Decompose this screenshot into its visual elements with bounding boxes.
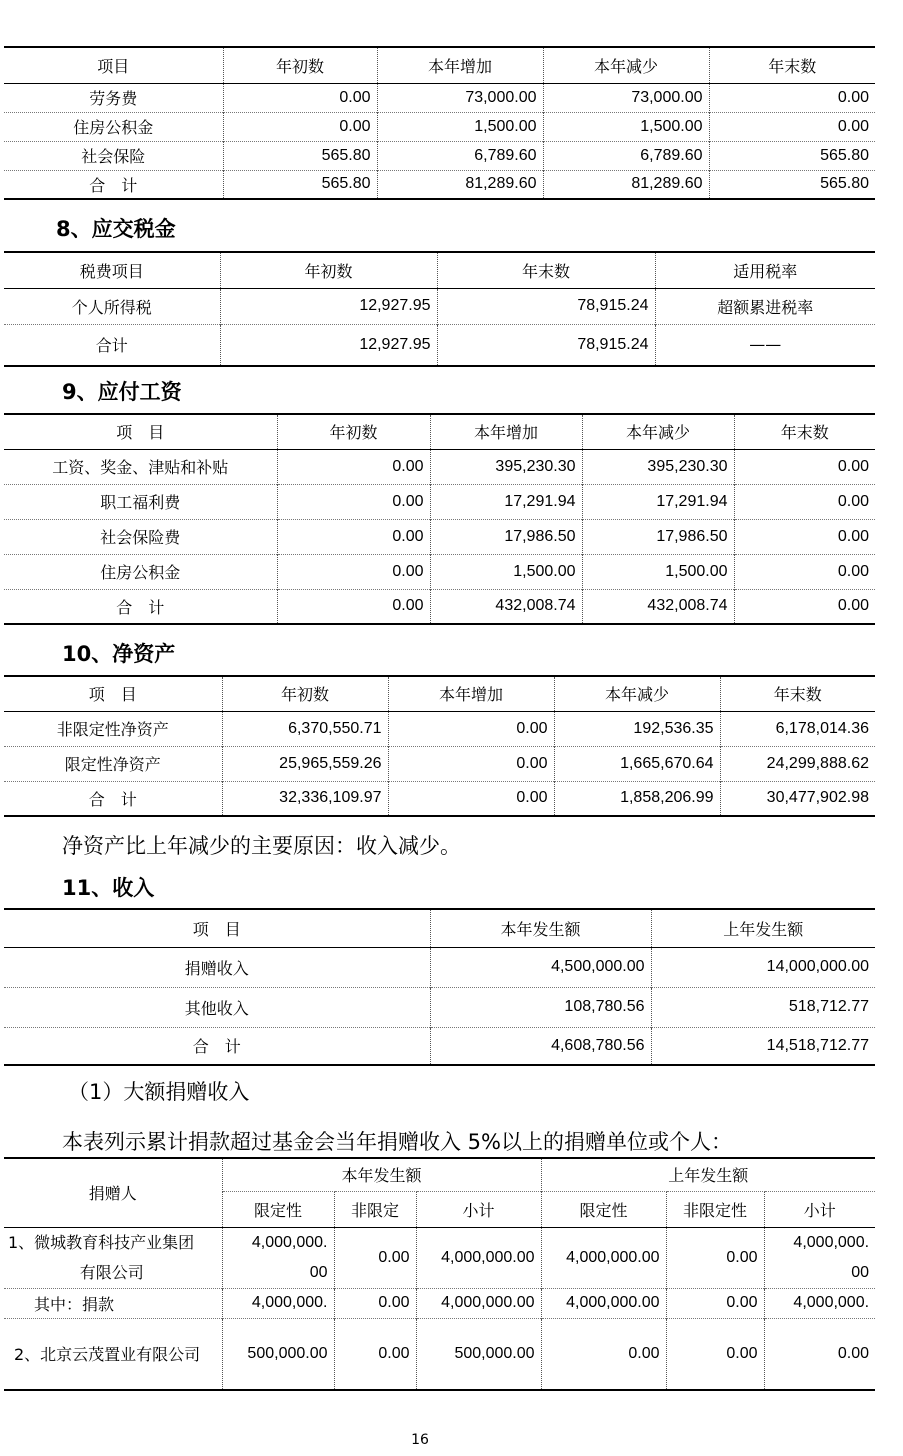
cell-value: 6,370,550.71 bbox=[222, 711, 388, 746]
table-row bbox=[4, 112, 875, 141]
header-closing: 年末数 bbox=[720, 676, 875, 711]
row-label: 合计 bbox=[4, 324, 220, 366]
cell-value: 32,336,109.97 bbox=[222, 781, 388, 816]
table-total-row bbox=[4, 170, 875, 199]
cell-value: 6,789.60 bbox=[377, 141, 543, 170]
table-row bbox=[4, 1318, 875, 1390]
cell-value: 0.00 bbox=[388, 781, 554, 816]
section-heading-taxes: 8、应交税金 bbox=[56, 217, 176, 241]
cell-value: 17,986.50 bbox=[582, 519, 734, 554]
cell-value-line: 00 bbox=[309, 1263, 328, 1281]
table-total-row bbox=[4, 589, 875, 624]
cell-value: 0.00 bbox=[734, 554, 875, 589]
cell-value: 6,789.60 bbox=[543, 141, 709, 170]
row-label: 合 计 bbox=[4, 781, 222, 816]
cell-value: 1,500.00 bbox=[582, 554, 734, 589]
table-row bbox=[4, 141, 875, 170]
row-label: 合 计 bbox=[4, 589, 277, 624]
cell-value: 17,986.50 bbox=[430, 519, 582, 554]
cell-value: 0.00 bbox=[666, 1288, 764, 1318]
row-label: 职工福利费 bbox=[4, 484, 277, 519]
header-prev-restricted: 限定性 bbox=[541, 1191, 666, 1227]
cell-value: 14,000,000.00 bbox=[651, 947, 875, 987]
row-label: 工资、奖金、津贴和补贴 bbox=[4, 449, 277, 484]
cell-value: 4,000,000.00 bbox=[416, 1288, 541, 1318]
cell-value: 4,608,780.56 bbox=[430, 1027, 651, 1065]
header-closing: 年末数 bbox=[437, 252, 655, 288]
large-donors-table bbox=[4, 1157, 875, 1391]
table-row bbox=[4, 746, 875, 781]
header-decrease: 本年减少 bbox=[543, 47, 709, 83]
table-row bbox=[4, 1288, 875, 1318]
donor-name-line: 有限公司 bbox=[79, 1262, 144, 1282]
section-heading-net-assets: 10、净资产 bbox=[62, 642, 176, 666]
table-row bbox=[4, 947, 875, 987]
cell-value: 0.00 bbox=[277, 554, 430, 589]
cell-value: —— bbox=[655, 324, 875, 366]
cell-value: 432,008.74 bbox=[430, 589, 582, 624]
header-increase: 本年增加 bbox=[430, 414, 582, 449]
cell-value: 0.00 bbox=[334, 1288, 416, 1318]
header-tax-rate: 适用税率 bbox=[655, 252, 875, 288]
cell-value: 1,500.00 bbox=[377, 112, 543, 141]
cell-value: 432,008.74 bbox=[582, 589, 734, 624]
header-donor: 捐赠人 bbox=[4, 1158, 222, 1227]
cell-value: 81,289.60 bbox=[543, 170, 709, 199]
header-subtotal: 小计 bbox=[416, 1191, 541, 1227]
header-tax-item: 税费项目 bbox=[4, 252, 220, 288]
wages-payable-table bbox=[4, 413, 875, 625]
cell-value: 14,518,712.77 bbox=[651, 1027, 875, 1065]
header-decrease: 本年减少 bbox=[582, 414, 734, 449]
table-row bbox=[4, 987, 875, 1027]
cell-value: 4,000,000.00 bbox=[541, 1288, 666, 1318]
cell-value: 108,780.56 bbox=[430, 987, 651, 1027]
row-label: 非限定性净资产 bbox=[4, 711, 222, 746]
table-row bbox=[4, 449, 875, 484]
cell-value: 1,500.00 bbox=[430, 554, 582, 589]
cell-value: 73,000.00 bbox=[543, 83, 709, 112]
header-item: 项 目 bbox=[4, 414, 277, 449]
header-previous-year: 上年发生额 bbox=[541, 1158, 875, 1191]
cell-value: 1,500.00 bbox=[543, 112, 709, 141]
donor-name-line: 1、微城教育科技产业集团 bbox=[8, 1232, 195, 1252]
cell-value: 0.00 bbox=[709, 83, 875, 112]
header-decrease: 本年减少 bbox=[554, 676, 720, 711]
table-header-row bbox=[4, 414, 875, 449]
table-row bbox=[4, 519, 875, 554]
cell-value: 565.80 bbox=[223, 141, 377, 170]
header-opening: 年初数 bbox=[222, 676, 388, 711]
cell-value: 0.00 bbox=[734, 484, 875, 519]
cell-value: 30,477,902.98 bbox=[720, 781, 875, 816]
header-item: 项目 bbox=[4, 47, 223, 83]
large-donations-intro: 本表列示累计捐款超过基金会当年捐赠收入 5%以上的捐赠单位或个人： bbox=[62, 1130, 732, 1154]
cell-value: 500,000.00 bbox=[222, 1318, 334, 1390]
cell-value: 12,927.95 bbox=[220, 288, 437, 324]
cell-value-line: 00 bbox=[851, 1263, 870, 1281]
page-number: 16 bbox=[411, 1432, 429, 1448]
table-header-row bbox=[4, 1158, 875, 1191]
cell-value: 12,927.95 bbox=[220, 324, 437, 366]
header-closing: 年末数 bbox=[734, 414, 875, 449]
cell-value bbox=[764, 1227, 875, 1288]
header-restricted: 限定性 bbox=[222, 1191, 334, 1227]
table-header-row bbox=[4, 909, 875, 947]
cell-value: 81,289.60 bbox=[377, 170, 543, 199]
cell-value: 0.00 bbox=[734, 519, 875, 554]
header-increase: 本年增加 bbox=[388, 676, 554, 711]
row-label: 合 计 bbox=[4, 1027, 430, 1065]
cell-value: 78,915.24 bbox=[437, 288, 655, 324]
header-previous-year: 上年发生额 bbox=[651, 909, 875, 947]
net-assets-note: 净资产比上年减少的主要原因：收入减少。 bbox=[62, 834, 461, 858]
cell-value: 0.00 bbox=[223, 83, 377, 112]
header-closing: 年末数 bbox=[709, 47, 875, 83]
cell-value: 0.00 bbox=[709, 112, 875, 141]
cell-value: 0.00 bbox=[734, 449, 875, 484]
cell-value: 4,500,000.00 bbox=[430, 947, 651, 987]
taxes-payable-table bbox=[4, 251, 875, 367]
cell-value: 0.00 bbox=[277, 449, 430, 484]
cell-value: 518,712.77 bbox=[651, 987, 875, 1027]
table-header-row bbox=[4, 676, 875, 711]
row-label: 限定性净资产 bbox=[4, 746, 222, 781]
cell-value: 25,965,559.26 bbox=[222, 746, 388, 781]
header-prev-subtotal: 小计 bbox=[764, 1191, 875, 1227]
row-label: 社会保险 bbox=[4, 141, 223, 170]
cell-value: 4,000,000. bbox=[222, 1288, 334, 1318]
header-opening: 年初数 bbox=[220, 252, 437, 288]
cell-value: 0.00 bbox=[388, 746, 554, 781]
staff-payable-table bbox=[4, 46, 875, 200]
table-row bbox=[4, 554, 875, 589]
cell-value: 0.00 bbox=[541, 1318, 666, 1390]
cell-value: 78,915.24 bbox=[437, 324, 655, 366]
row-label: 个人所得税 bbox=[4, 288, 220, 324]
cell-value: 0.00 bbox=[734, 589, 875, 624]
table-total-row bbox=[4, 324, 875, 366]
cell-value: 17,291.94 bbox=[582, 484, 734, 519]
net-assets-table bbox=[4, 675, 875, 817]
cell-value: 4,000,000.00 bbox=[541, 1227, 666, 1288]
cell-value: 1,858,206.99 bbox=[554, 781, 720, 816]
table-header-row bbox=[4, 47, 875, 83]
cell-value-line: 4,000,000. bbox=[793, 1233, 870, 1251]
row-label: 劳务费 bbox=[4, 83, 223, 112]
table-row bbox=[4, 711, 875, 746]
header-current-year: 本年发生额 bbox=[430, 909, 651, 947]
donor-name: 2、北京云茂置业有限公司 bbox=[4, 1318, 222, 1390]
cell-value: 0.00 bbox=[666, 1318, 764, 1390]
cell-value: 565.80 bbox=[709, 141, 875, 170]
row-label: 住房公积金 bbox=[4, 554, 277, 589]
donor-name bbox=[4, 1227, 222, 1288]
section-heading-income: 11、收入 bbox=[62, 876, 155, 900]
row-label: 合 计 bbox=[4, 170, 223, 199]
header-prev-unrestricted: 非限定性 bbox=[666, 1191, 764, 1227]
header-current-year: 本年发生额 bbox=[222, 1158, 541, 1191]
cell-value: 0.00 bbox=[277, 519, 430, 554]
cell-value: 395,230.30 bbox=[582, 449, 734, 484]
cell-value: 500,000.00 bbox=[416, 1318, 541, 1390]
table-row bbox=[4, 288, 875, 324]
cell-value-line: 4,000,000. bbox=[251, 1233, 328, 1251]
header-opening: 年初数 bbox=[223, 47, 377, 83]
cell-value: 6,178,014.36 bbox=[720, 711, 875, 746]
row-label: 其他收入 bbox=[4, 987, 430, 1027]
table-total-row bbox=[4, 781, 875, 816]
cell-value: 192,536.35 bbox=[554, 711, 720, 746]
cell-value: 0.00 bbox=[334, 1227, 416, 1288]
cell-value: 0.00 bbox=[764, 1318, 875, 1390]
table-header-row bbox=[4, 252, 875, 288]
cell-value: 0.00 bbox=[277, 484, 430, 519]
large-donations-subheading: （1）大额捐赠收入 bbox=[68, 1080, 250, 1104]
cell-value: 565.80 bbox=[709, 170, 875, 199]
row-label: 捐赠收入 bbox=[4, 947, 430, 987]
table-row bbox=[4, 484, 875, 519]
cell-value: 565.80 bbox=[223, 170, 377, 199]
cell-value: 0.00 bbox=[277, 589, 430, 624]
cell-value: 0.00 bbox=[334, 1318, 416, 1390]
cell-value: 1,665,670.64 bbox=[554, 746, 720, 781]
cell-value: 0.00 bbox=[223, 112, 377, 141]
cell-value: 395,230.30 bbox=[430, 449, 582, 484]
table-total-row bbox=[4, 1027, 875, 1065]
header-unrestricted: 非限定 bbox=[334, 1191, 416, 1227]
donor-name: 其中：捐款 bbox=[4, 1288, 222, 1318]
table-row bbox=[4, 1227, 875, 1288]
table-row bbox=[4, 83, 875, 112]
row-label: 住房公积金 bbox=[4, 112, 223, 141]
cell-value: 0.00 bbox=[666, 1227, 764, 1288]
cell-value bbox=[222, 1227, 334, 1288]
income-table bbox=[4, 908, 875, 1066]
header-item: 项 目 bbox=[4, 676, 222, 711]
cell-value: 73,000.00 bbox=[377, 83, 543, 112]
header-increase: 本年增加 bbox=[377, 47, 543, 83]
cell-value: 24,299,888.62 bbox=[720, 746, 875, 781]
section-heading-wages: 9、应付工资 bbox=[62, 380, 182, 404]
header-opening: 年初数 bbox=[277, 414, 430, 449]
cell-value: 4,000,000.00 bbox=[416, 1227, 541, 1288]
cell-value: 4,000,000. bbox=[764, 1288, 875, 1318]
cell-value: 17,291.94 bbox=[430, 484, 582, 519]
cell-value: 超额累进税率 bbox=[655, 288, 875, 324]
header-item: 项 目 bbox=[4, 909, 430, 947]
row-label: 社会保险费 bbox=[4, 519, 277, 554]
cell-value: 0.00 bbox=[388, 711, 554, 746]
